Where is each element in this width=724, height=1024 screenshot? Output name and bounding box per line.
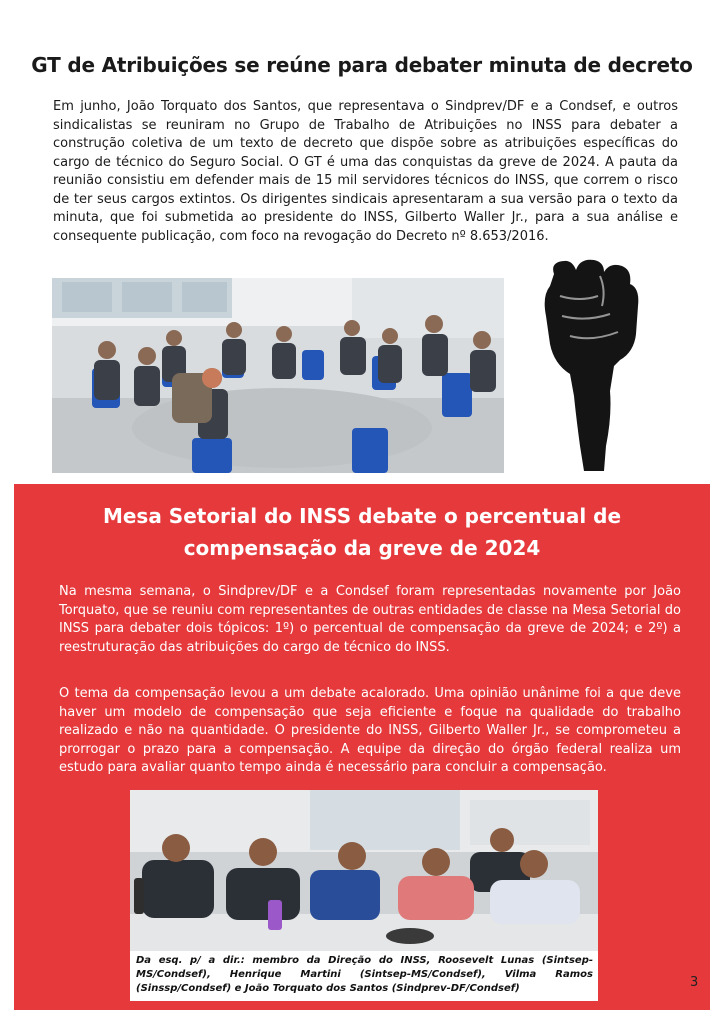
photo-caption: Da esq. p/ a dir.: membro da Direção do INSS, Roosevelt Lunas (Sintsep-MS/Condsef), Henrique Martini (Sintsep-MS/Condsef), Vilma Ramos (Sinssp/Condsef) e João Torquato dos Santos (Sindprev-DF/Condsef) — [136, 955, 593, 994]
raised-fist-icon — [540, 256, 642, 476]
section-title-line1: Mesa Setorial do INSS debate o percentual de — [102, 504, 622, 528]
section-title-line2: compensação da greve de 2024 — [183, 536, 541, 560]
section-paragraph-1: Na mesma semana, o Sindprev/DF e a Condsef foram representadas novamente por João Torquato, que se reuniu com representantes de outras entidades de classe na Mesa Setorial do INSS para debater dois tópicos: 1º) o percentual de compensação da greve de 2024; e 2º) a reestruturação das atribuições do cargo de técnico do INSS. — [59, 584, 681, 655]
meeting-photo — [52, 278, 504, 473]
section-title — [0, 500, 724, 564]
article-body: Em junho, João Torquato dos Santos, que representava o Sindprev/DF e a Condsef, e outros sindicalistas se reuniram no Grupo de Trabalho de Atribuições no INSS para debater a construção coletiva de um texto de decreto que dispõe sobre as atribuições específicas do cargo de técnico do Seguro Social. O GT é uma das conquistas da greve de 2024. A pauta da reunião consistiu em defender mais de 15 mil servidores técnicos do INSS, que correm o risco de ter seus cargos extintos. Os dirigentes sindicais apresentaram a sua versão para o texto da minuta, que foi submetida ao presidente do INSS, Gilberto Waller Jr., para a sua análise e consequente publicação, com foco na revogação do Decreto nº 8.653/2016. — [53, 99, 678, 244]
page-number: 3 — [690, 975, 699, 990]
section-paragraph-2: O tema da compensação levou a um debate acalorado. Uma opinião unânime foi a que deve haver um modelo de compensação que seja eficiente e foque na qualidade do trabalho realizado e não na quantidade. O presidente do INSS, Gilberto Waller Jr., se comprometeu a prorrogar o prazo para a compensação. A equipe da direção do órgão federal realiza um estudo para avaliar quanto tempo ainda é necessário para concluir a compensação. — [59, 686, 681, 775]
group-photo — [130, 790, 598, 952]
article-title: GT de Atribuições se reúne para debater minuta de decreto — [31, 53, 693, 78]
